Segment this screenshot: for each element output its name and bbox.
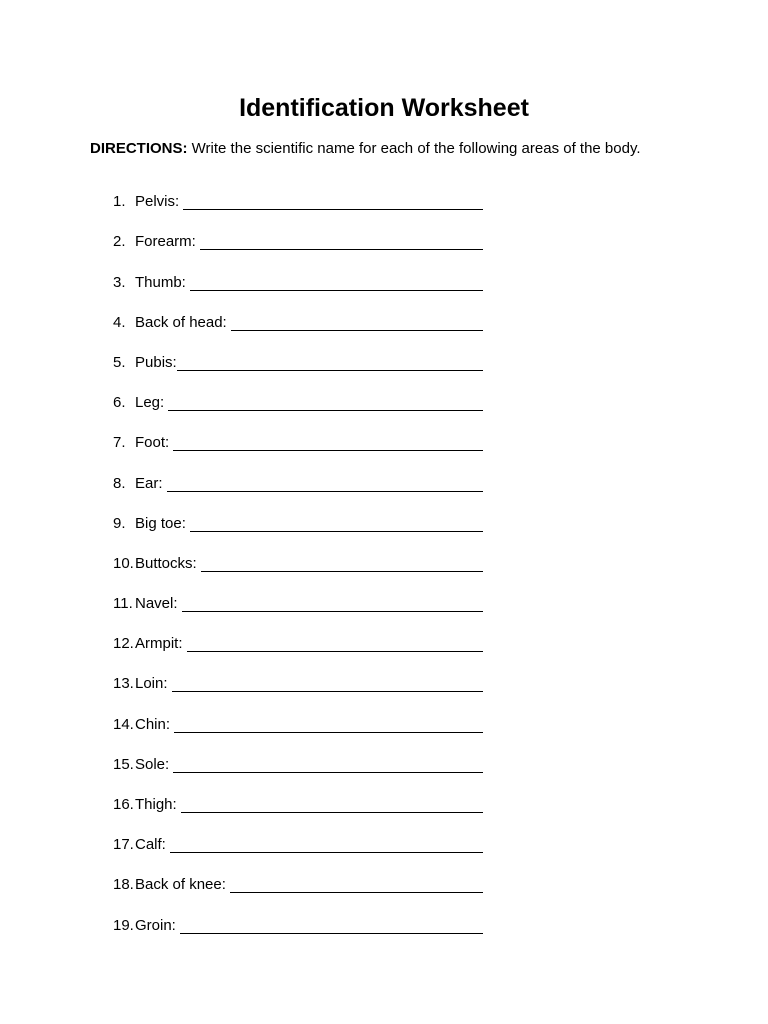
question-label: Back of knee: xyxy=(135,876,226,894)
question-label: Calf: xyxy=(135,836,166,854)
question-number: 2. xyxy=(113,233,126,251)
question-label: Back of head: xyxy=(135,313,227,331)
question-label: Sole: xyxy=(135,755,170,773)
question-label: Thumb: xyxy=(135,273,186,291)
question-number: 5. xyxy=(113,353,126,371)
question-number: 15. xyxy=(113,755,134,773)
question-item xyxy=(113,211,483,251)
question-label: Buttocks: xyxy=(135,554,197,572)
answer-blank[interactable] xyxy=(201,571,483,572)
answer-blank[interactable] xyxy=(190,290,483,291)
directions xyxy=(90,140,641,158)
answer-blank[interactable] xyxy=(200,249,483,250)
question-item xyxy=(113,814,483,854)
question-item xyxy=(113,292,483,332)
question-item xyxy=(113,653,483,693)
question-number: 4. xyxy=(113,313,126,331)
answer-blank[interactable] xyxy=(167,491,483,492)
question-number: 12. xyxy=(113,635,134,653)
question-label: Loin: xyxy=(135,675,168,693)
answer-blank[interactable] xyxy=(170,852,483,853)
question-number: 14. xyxy=(113,715,134,733)
directions-text: Write the scientific name for each of the following areas of the body. xyxy=(187,140,641,157)
question-item xyxy=(113,854,483,894)
question-number: 19. xyxy=(113,916,134,934)
answer-blank[interactable] xyxy=(172,691,483,692)
question-item xyxy=(113,533,483,573)
answer-blank[interactable] xyxy=(183,209,483,210)
question-item xyxy=(113,251,483,291)
question-label: Pubis: xyxy=(135,353,177,371)
answer-blank[interactable] xyxy=(173,450,483,451)
question-label: Groin: xyxy=(135,916,176,934)
question-item xyxy=(113,452,483,492)
question-item xyxy=(113,734,483,774)
question-number: 16. xyxy=(113,796,134,813)
question-label: Chin: xyxy=(135,715,171,733)
question-number: 13. xyxy=(113,675,134,693)
answer-blank[interactable] xyxy=(180,933,483,934)
question-item xyxy=(113,894,483,934)
question-label: Forearm: xyxy=(135,233,196,251)
question-number: 1. xyxy=(113,193,126,211)
answer-blank[interactable] xyxy=(187,651,483,652)
question-item xyxy=(113,573,483,613)
question-label: Leg: xyxy=(135,394,165,412)
answer-blank[interactable] xyxy=(173,772,483,773)
answer-blank[interactable] xyxy=(190,531,483,532)
question-label: Ear: xyxy=(135,474,163,492)
answer-blank[interactable] xyxy=(177,370,483,371)
directions-lead: DIRECTIONS: xyxy=(90,140,188,157)
question-number: 18. xyxy=(113,876,134,894)
question-label: Navel: xyxy=(135,595,178,613)
question-label: Thigh: xyxy=(135,796,177,813)
question-item xyxy=(113,613,483,653)
worksheet-title: Identification Worksheet xyxy=(239,94,529,122)
question-number: 3. xyxy=(113,273,126,291)
answer-blank[interactable] xyxy=(174,732,483,733)
question-item xyxy=(113,693,483,733)
answer-blank[interactable] xyxy=(168,410,483,411)
question-item xyxy=(113,412,483,452)
answer-blank[interactable] xyxy=(230,892,483,893)
question-number: 8. xyxy=(113,474,126,492)
question-item xyxy=(113,774,483,814)
question-number: 11. xyxy=(113,595,133,613)
question-label: Armpit: xyxy=(135,635,183,653)
answer-blank[interactable] xyxy=(181,812,483,813)
question-list xyxy=(113,171,483,935)
question-item xyxy=(113,171,483,211)
question-label: Pelvis: xyxy=(135,193,180,211)
answer-blank[interactable] xyxy=(231,330,483,331)
question-number: 7. xyxy=(113,434,126,452)
question-number: 6. xyxy=(113,394,126,412)
answer-blank[interactable] xyxy=(182,611,483,612)
question-number: 9. xyxy=(113,514,126,532)
question-label: Foot: xyxy=(135,434,170,452)
question-item xyxy=(113,372,483,412)
question-item xyxy=(113,493,483,533)
question-item xyxy=(113,332,483,372)
question-number: 10. xyxy=(113,554,134,572)
question-number: 17. xyxy=(113,836,134,854)
question-label: Big toe: xyxy=(135,514,186,532)
